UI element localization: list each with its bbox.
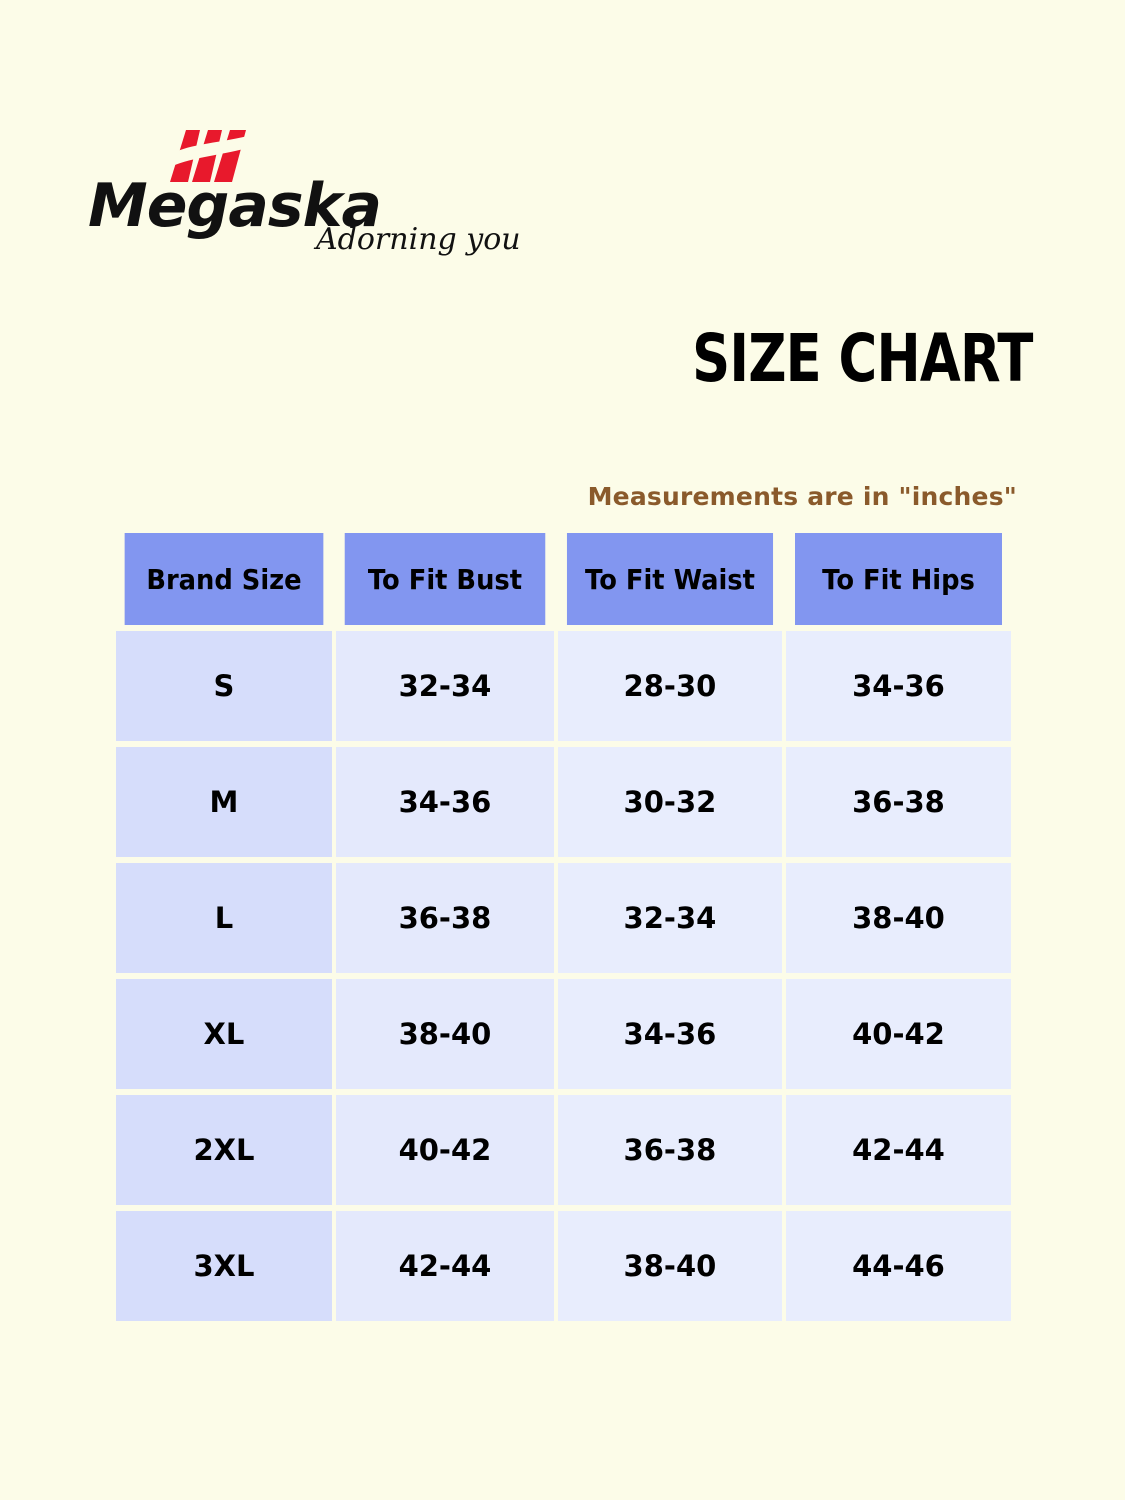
cell-bust: 42-44: [336, 1211, 554, 1321]
measurement-units-note: Measurements are in "inches": [587, 482, 1017, 511]
table-row: [116, 747, 1011, 857]
cell-waist: 38-40: [558, 1211, 782, 1321]
cell-waist: 30-32: [558, 747, 782, 857]
cell-hips: 36-38: [786, 747, 1011, 857]
table-header-bust: To Fit Bust: [345, 533, 546, 625]
cell-hips: 44-46: [786, 1211, 1011, 1321]
cell-brand-size: 2XL: [116, 1095, 332, 1205]
brand-tagline: Adorning you: [316, 222, 521, 257]
table-row: [116, 979, 1011, 1089]
cell-hips: 40-42: [786, 979, 1011, 1089]
cell-waist: 34-36: [558, 979, 782, 1089]
brand-logo: [88, 118, 608, 288]
cell-bust: 40-42: [336, 1095, 554, 1205]
cell-bust: 32-34: [336, 631, 554, 741]
cell-bust: 38-40: [336, 979, 554, 1089]
table-header-brand-size: Brand Size: [125, 533, 324, 625]
size-chart-table: [112, 527, 1015, 1327]
cell-waist: 28-30: [558, 631, 782, 741]
table-row: [116, 631, 1011, 741]
table-row: [116, 1211, 1011, 1321]
cell-hips: 42-44: [786, 1095, 1011, 1205]
cell-hips: 34-36: [786, 631, 1011, 741]
cell-brand-size: M: [116, 747, 332, 857]
cell-bust: 34-36: [336, 747, 554, 857]
table-header-row: [116, 533, 1011, 625]
cell-brand-size: L: [116, 863, 332, 973]
cell-hips: 38-40: [786, 863, 1011, 973]
brand-name: Megaska: [88, 171, 381, 241]
table-header-waist: To Fit Waist: [567, 533, 773, 625]
table-row: [116, 1095, 1011, 1205]
cell-brand-size: XL: [116, 979, 332, 1089]
cell-brand-size: S: [116, 631, 332, 741]
cell-brand-size: 3XL: [116, 1211, 332, 1321]
table-row: [116, 863, 1011, 973]
cell-bust: 36-38: [336, 863, 554, 973]
table-header-hips: To Fit Hips: [795, 533, 1002, 625]
cell-waist: 36-38: [558, 1095, 782, 1205]
cell-waist: 32-34: [558, 863, 782, 973]
page-title: SIZE CHART: [692, 320, 1033, 397]
